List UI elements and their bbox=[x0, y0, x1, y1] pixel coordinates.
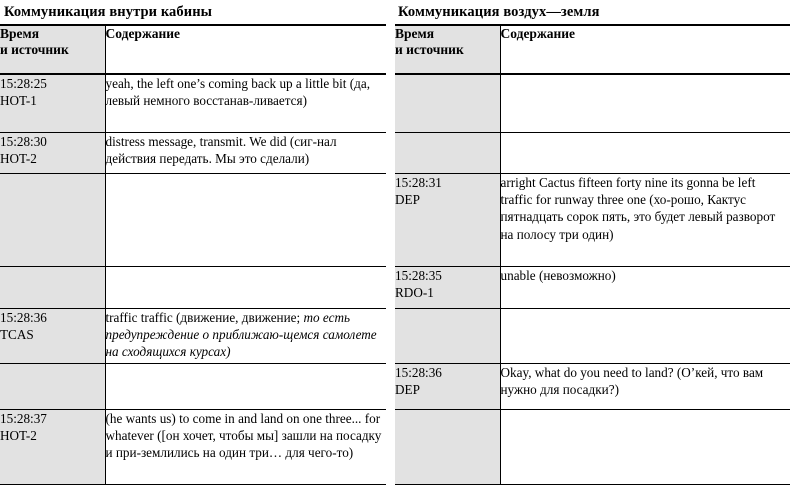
cell-timestamp: 15:28:35 bbox=[395, 268, 442, 283]
cell-content: yeah, the left one’s coming back up a little bit (да, левый немного восстанав-ливается) bbox=[105, 74, 386, 133]
cell-content bbox=[105, 174, 386, 267]
cell-content: (he wants us) to come in and land on one three... for whatever ([он хочет, чтобы мы] зашли на посадку и при-землились на один три… для чего-то) bbox=[105, 410, 386, 485]
column-header-time-line2: и источник bbox=[395, 42, 464, 57]
cell-time bbox=[395, 174, 500, 267]
cell-content bbox=[105, 309, 386, 364]
cell-content: distress message, transmit. We did (сиг-нал действия передать. Мы это сделали) bbox=[105, 133, 386, 174]
cell-time bbox=[395, 267, 500, 309]
cell-time bbox=[0, 174, 105, 267]
cell-source: DEP bbox=[395, 192, 420, 208]
table-row-empty bbox=[395, 133, 790, 174]
section-title-cockpit: Коммуникация внутри кабины bbox=[4, 4, 213, 20]
cell-content bbox=[500, 309, 790, 364]
cell-time bbox=[395, 410, 500, 485]
table-row bbox=[0, 309, 386, 364]
cell-time bbox=[395, 74, 500, 133]
section-title-air-ground: Коммуникация воздух—земля bbox=[398, 4, 600, 20]
cell-content bbox=[105, 364, 386, 410]
cell-source: RDO-1 bbox=[395, 285, 434, 301]
cell-time bbox=[395, 309, 500, 364]
table-row bbox=[395, 174, 790, 267]
table-header-row bbox=[0, 25, 386, 74]
cell-source: DEP bbox=[395, 382, 420, 398]
cockpit-table bbox=[0, 24, 386, 485]
table-row-empty bbox=[0, 174, 386, 267]
cell-content bbox=[500, 74, 790, 133]
table-row bbox=[395, 267, 790, 309]
cell-source: TCAS bbox=[0, 327, 34, 343]
column-header-time-line1: Время bbox=[395, 26, 435, 41]
cell-content: Okay, what do you need to land? (О’кей, что вам нужно для посадки?) bbox=[500, 364, 790, 410]
cell-content bbox=[500, 410, 790, 485]
table-row-empty bbox=[395, 309, 790, 364]
cell-time bbox=[0, 309, 105, 364]
cell-timestamp: 15:28:25 bbox=[0, 76, 47, 91]
table-row bbox=[0, 410, 386, 485]
cell-time bbox=[0, 364, 105, 410]
cell-content: arright Cactus fifteen forty nine its gonna be left traffic for runway three one (хо-рошо, Кактус пятнадцать сорок пять, это будет левый разворот на полосу три один) bbox=[500, 174, 790, 267]
cell-timestamp: 15:28:31 bbox=[395, 175, 442, 190]
table-row-empty bbox=[0, 267, 386, 309]
cell-source: HOT-1 bbox=[0, 93, 37, 109]
table-row-empty bbox=[395, 74, 790, 133]
cell-timestamp: 15:28:36 bbox=[0, 310, 47, 325]
table-row bbox=[0, 74, 386, 133]
table-row bbox=[395, 364, 790, 410]
table-row bbox=[0, 133, 386, 174]
cell-time bbox=[0, 133, 105, 174]
table-row-empty bbox=[0, 364, 386, 410]
cell-content-italic: то есть предупреждение о приближаю-щемся самолете на сходящихся курсах) bbox=[105, 310, 377, 360]
cell-content-plain: traffic traffic (движение, движение; bbox=[105, 310, 304, 325]
air-ground-table-wrapper bbox=[395, 24, 790, 485]
cell-time bbox=[395, 133, 500, 174]
cell-time bbox=[0, 267, 105, 309]
cockpit-table-wrapper bbox=[0, 24, 395, 485]
cell-source: HOT-2 bbox=[0, 428, 37, 444]
cell-timestamp: 15:28:36 bbox=[395, 365, 442, 380]
cell-timestamp: 15:28:37 bbox=[0, 411, 47, 426]
section-titles bbox=[0, 0, 790, 24]
transcript-tables bbox=[0, 24, 790, 485]
column-header-content: Содержание bbox=[105, 25, 386, 74]
table-header-row bbox=[395, 25, 790, 74]
column-header-content: Содержание bbox=[500, 25, 790, 74]
cell-time bbox=[0, 410, 105, 485]
cell-timestamp: 15:28:30 bbox=[0, 134, 47, 149]
column-header-time bbox=[0, 25, 105, 74]
cell-source: HOT-2 bbox=[0, 151, 37, 167]
cell-content bbox=[500, 133, 790, 174]
column-header-time-line1: Время bbox=[0, 26, 40, 41]
cell-time bbox=[395, 364, 500, 410]
column-header-time-line2: и источник bbox=[0, 42, 69, 57]
column-header-time bbox=[395, 25, 500, 74]
cell-content: unable (невозможно) bbox=[500, 267, 790, 309]
table-row-empty bbox=[395, 410, 790, 485]
cell-time bbox=[0, 74, 105, 133]
air-ground-table bbox=[395, 24, 790, 485]
cell-content bbox=[105, 267, 386, 309]
